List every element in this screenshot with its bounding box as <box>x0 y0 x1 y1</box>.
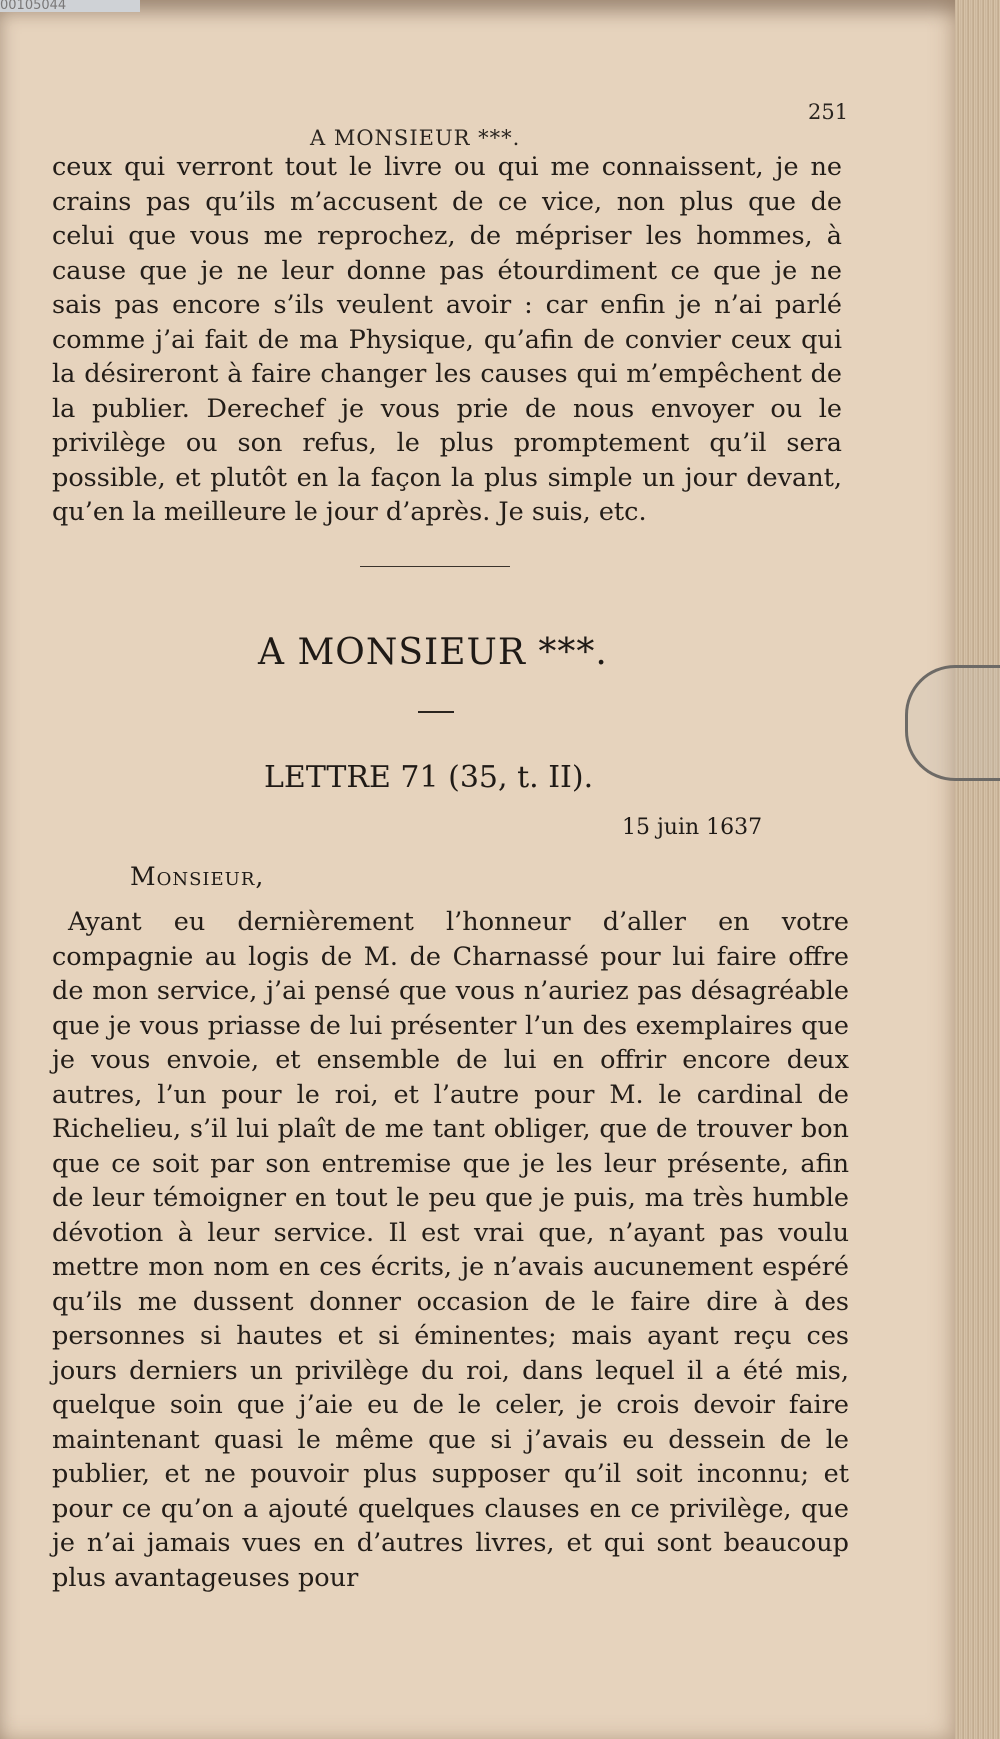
letter-date: 15 juin 1637 <box>622 815 763 840</box>
section-divider <box>360 566 510 567</box>
title-rule <box>418 711 454 713</box>
letter-body-text: Ayant eu dernièrement l’honneur d’aller en votre compagnie au logis de M. de Charnassé pour lui faire offre de mon service, j’ai pensé que vous n’auriez pas désagréable que je vous priasse de lui présenter l’un des exemplaires que je vous envoie, et ensemble de lui en offrir encore deux autres, l’un pour le roi, et l’autre pour M. le cardinal de Richelieu, s’il lui plaît de me tant obliger, que de trouver bon que ce soit par son entremise que je les leur présente, afin de leur témoigner en tout le peu que je puis, ma très humble dévotion à leur service. Il est vrai que, n’ayant pas voulu mettre mon nom en ces écrits, je n’avais aucunement espéré qu’ils me dussent donner occasion de le faire dire à des personnes si hautes et si éminentes; mais ayant reçu ces jours derniers un privilège du roi, dans lequel il a été mis, quelque soin que j’aie eu de le celer, je crois devoir faire maintenant quasi le même que si j’avais eu dessein de le publier, et ne pouvoir plus supposer qu’il soit inconnu; et pour ce qu’on a ajouté quelques clauses en ce privilège, que je n’ai jamais vues en d’autres livres, et qui sont beaucoup plus avantageuses pour <box>52 907 849 1593</box>
letter-body <box>52 905 849 1595</box>
continuation-text: ceux qui verront tout le livre ou qui me connaissent, je ne crains pas qu’ils m’accusent de ce vice, non plus que de celui que vous me reprochez, de mépriser les hommes, à cause que je ne leur donne pas étourdiment ce que je ne sais pas encore s’ils veulent avoir : car enfin je n’ai parlé comme j’ai fait de ma Physique, qu’afin de convier ceux qui la désireront à faire changer les causes qui m’empêchent de la publier. Derechef je vous prie de nous envoyer ou le privilège ou son refus, le plus promptement qu’il sera possible, et plutôt en la façon la plus simple un jour devant, qu’en la meilleure le jour d’après. Je suis, etc. <box>52 152 842 527</box>
running-head: A MONSIEUR ***. <box>310 126 521 150</box>
salutation: Monsieur, <box>130 862 265 891</box>
page-clip <box>905 665 1000 781</box>
letter-number: LETTRE 71 (35, t. II). <box>264 760 594 795</box>
scan-reference: 00105044 <box>0 0 140 12</box>
letter-title: A MONSIEUR ***. <box>258 632 608 673</box>
page-number: 251 <box>808 100 849 124</box>
continuation-paragraph <box>52 150 842 530</box>
page-edges <box>955 0 1000 1739</box>
